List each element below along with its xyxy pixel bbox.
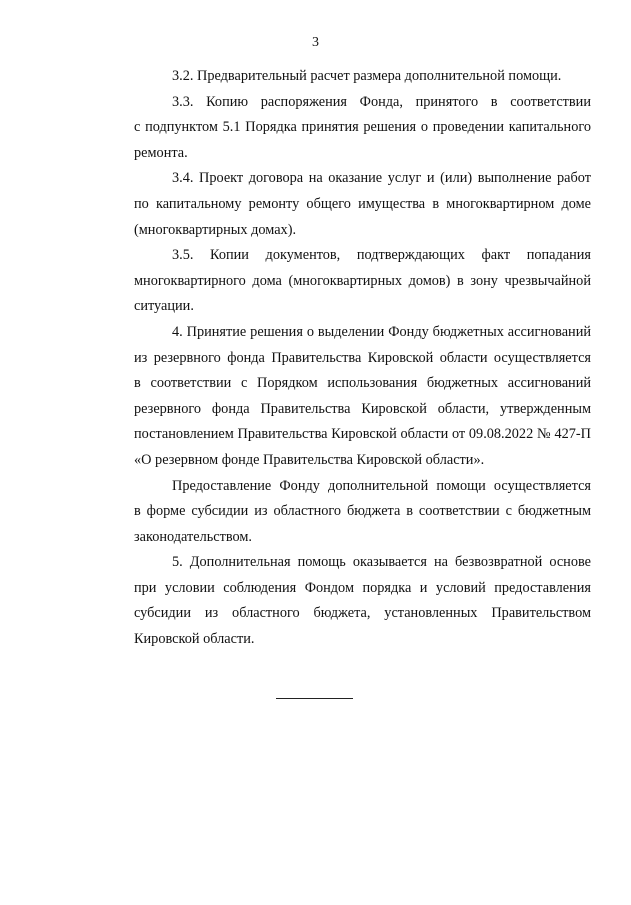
- text-line: из резервного фонда Правительства Кировской области осуществляется: [134, 349, 591, 366]
- text-line: ситуации.: [134, 298, 194, 315]
- text-line: в соответствии с Порядком использования бюджетных ассигнований: [134, 375, 591, 392]
- page-number: 3: [312, 35, 319, 50]
- text-line: ремонта.: [134, 144, 188, 161]
- text-line: 3.2. Предварительный расчет размера дополнительной помощи.: [172, 68, 562, 84]
- text-line: с подпунктом 5.1 Порядка принятия решения о проведении капитального: [134, 119, 591, 136]
- paragraph-3-2: [96, 64, 591, 90]
- end-of-document-rule: [276, 698, 353, 699]
- text-line: в форме субсидии из областного бюджета в соответствии с бюджетным: [134, 503, 591, 520]
- text-line: 3.4. Проект договора на оказание услуг и (или) выполнение работ: [172, 170, 591, 187]
- paragraph-3-3: [96, 90, 591, 167]
- text-line: 3.3. Копию распоряжения Фонда, принятого в соответствии: [172, 93, 591, 110]
- text-line: субсидии из областного бюджета, установленных Правительством: [134, 605, 591, 622]
- text-line: (многоквартирных домах).: [134, 221, 297, 238]
- text-line: Предоставление Фонду дополнительной помощи осуществляется: [172, 477, 591, 494]
- paragraph-5: [96, 550, 591, 652]
- text-line: 5. Дополнительная помощь оказывается на безвозвратной основе: [172, 554, 591, 571]
- paragraph-4: [96, 320, 591, 474]
- paragraph-4-subsidy: [96, 474, 591, 551]
- text-line: при условии соблюдения Фондом порядка и условий предоставления: [134, 579, 591, 596]
- text-line: резервного фонда Правительства Кировской области, утвержденным: [134, 400, 591, 417]
- text-line: многоквартирного дома (многоквартирных домов) в зону чрезвычайной: [134, 272, 591, 289]
- document-body: [96, 64, 591, 653]
- text-line: законодательством.: [134, 528, 252, 545]
- paragraph-3-4: [96, 166, 591, 243]
- text-line: «О резервном фонде Правительства Кировской области».: [134, 451, 485, 468]
- text-line: постановлением Правительства Кировской области от 09.08.2022 № 427-П: [134, 426, 591, 443]
- text-line: 3.5. Копии документов, подтверждающих факт попадания: [172, 247, 591, 264]
- text-line: 4. Принятие решения о выделении Фонду бюджетных ассигнований: [172, 323, 591, 340]
- text-line: по капитальному ремонту общего имущества в многоквартирном доме: [134, 195, 591, 212]
- text-line: Кировской области.: [134, 631, 255, 648]
- paragraph-3-5: [96, 243, 591, 320]
